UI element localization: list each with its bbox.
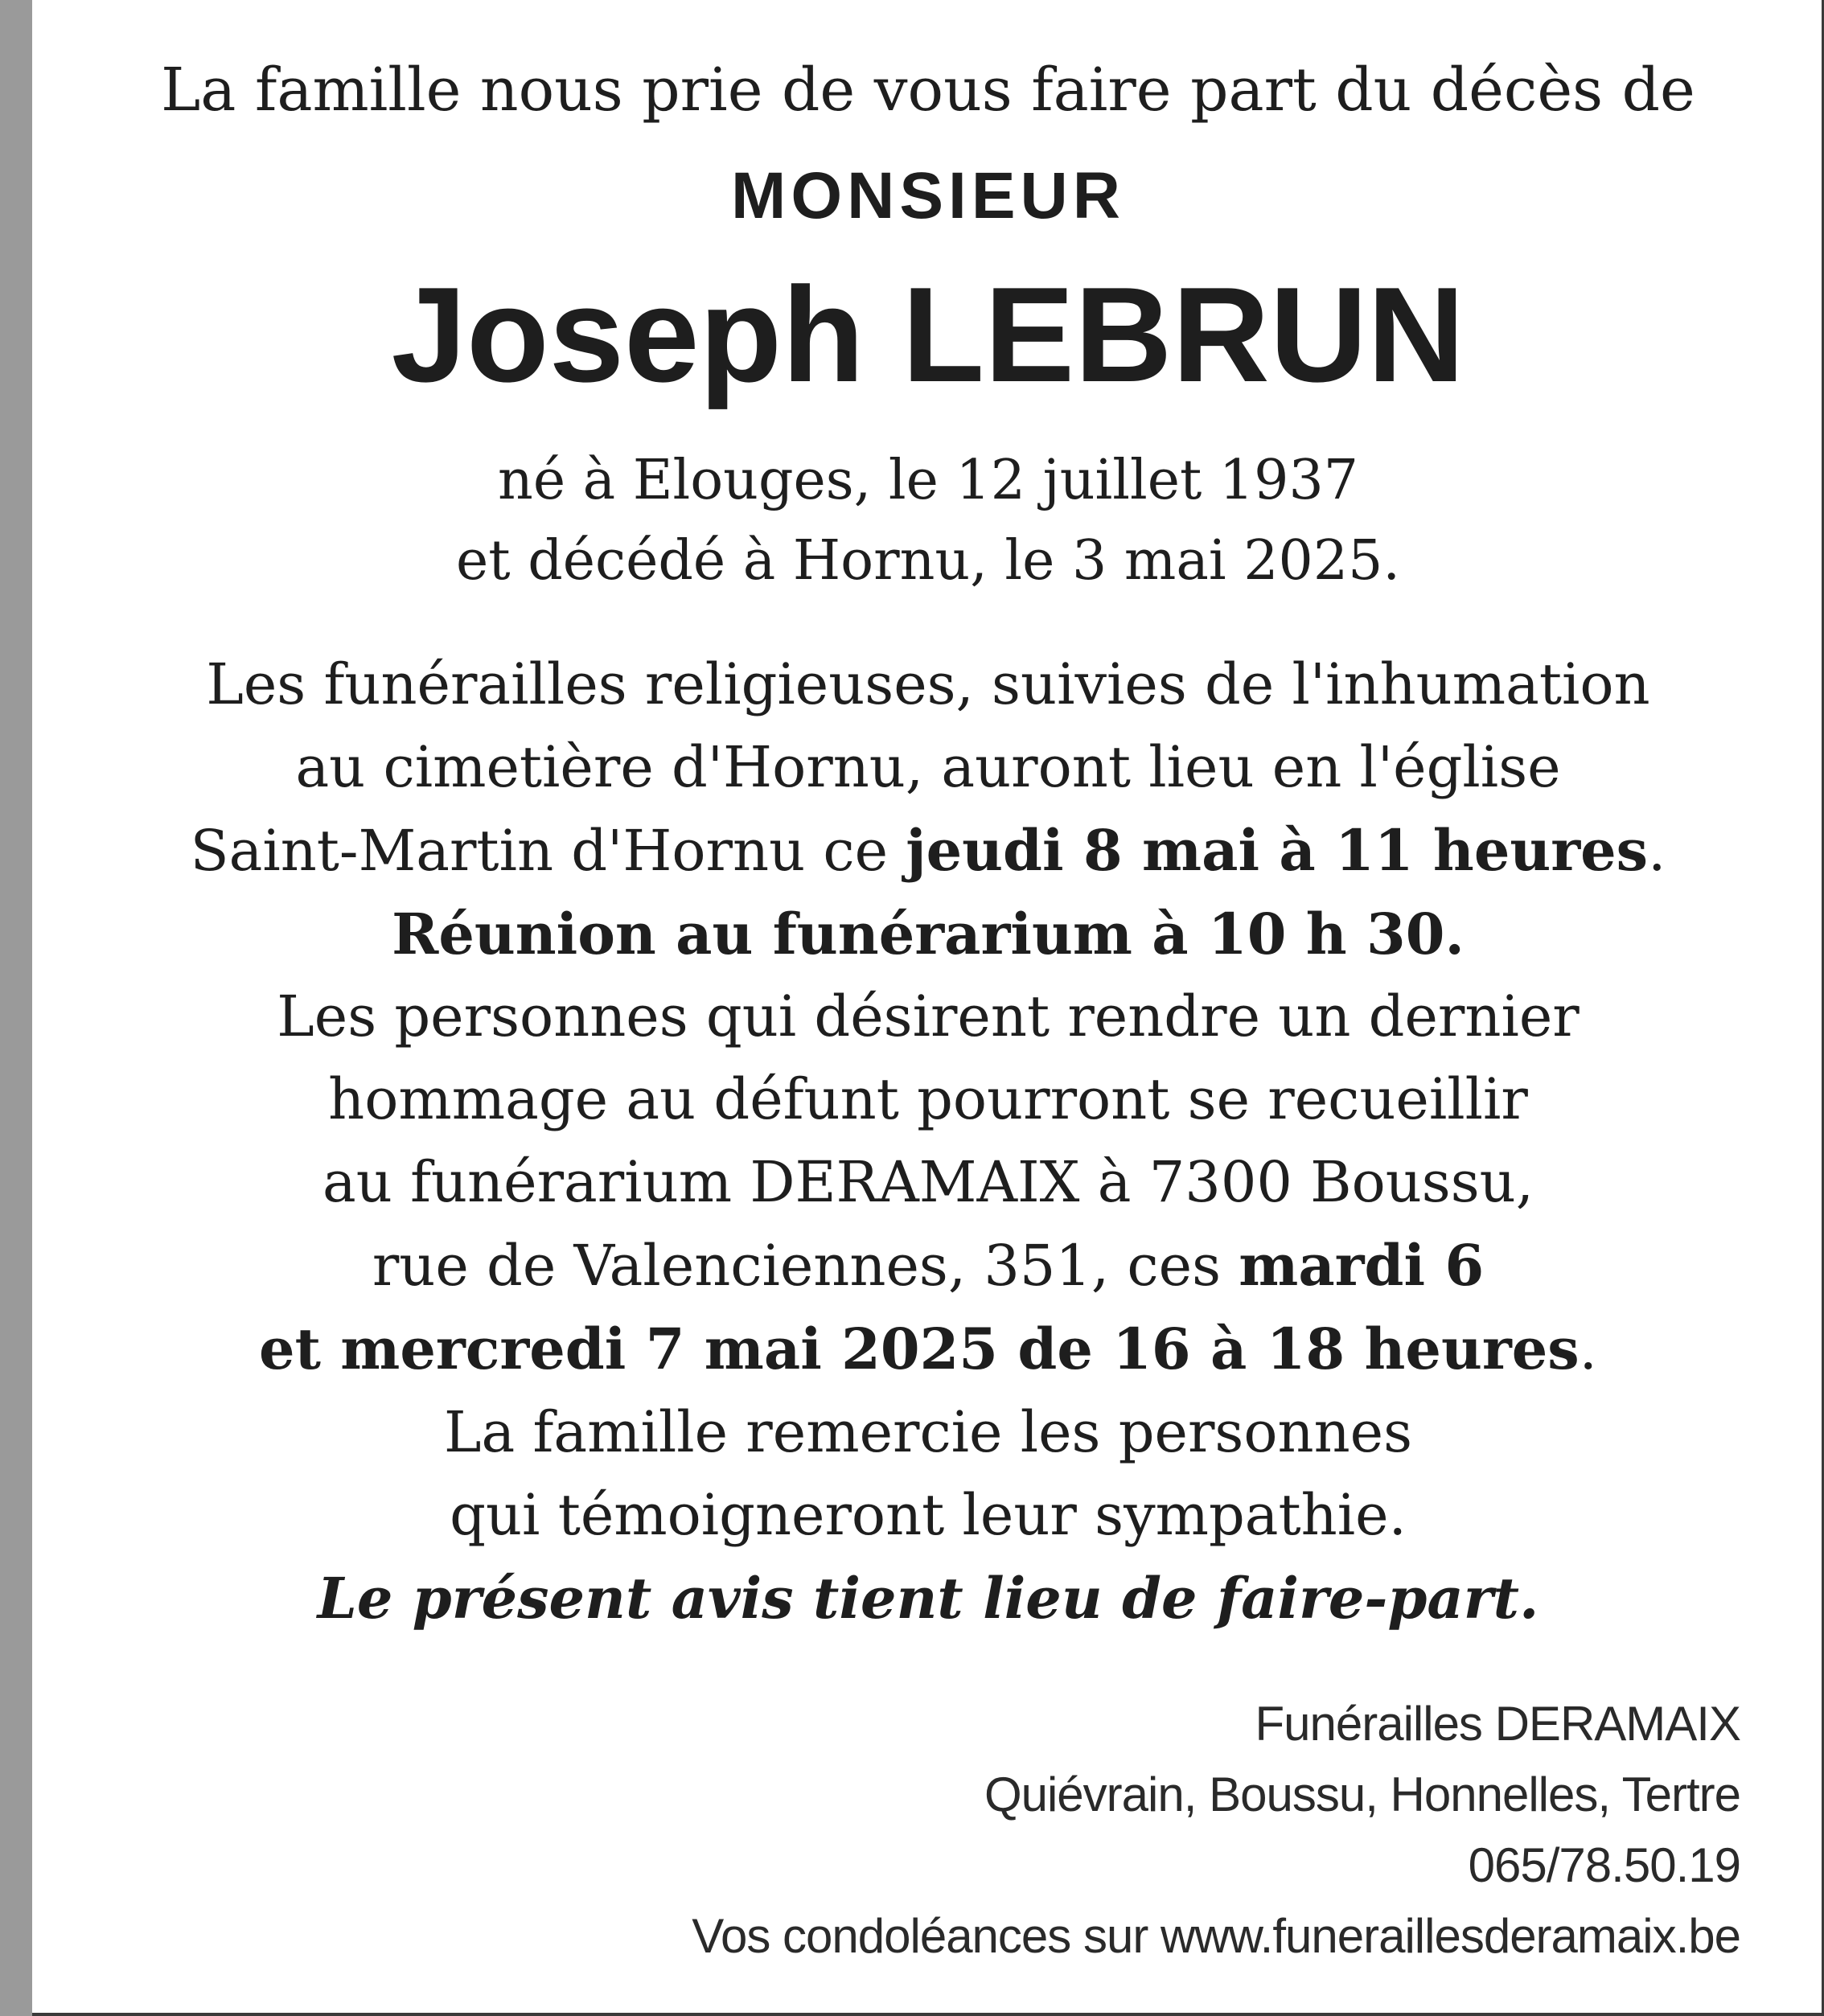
body-line-8 bbox=[32, 1224, 1824, 1308]
body-line-6: hommage au défunt pourront se recueillir bbox=[328, 1066, 1528, 1132]
funeral-home-name: Funérailles DERAMAIX bbox=[1255, 1697, 1740, 1751]
body-line-9-end: . bbox=[1579, 1316, 1597, 1382]
body-line-3 bbox=[32, 809, 1824, 893]
bottom-border bbox=[32, 2013, 1824, 2016]
deceased-name: Joseph LEBRUN bbox=[391, 259, 1465, 410]
death-line: et décédé à Hornu, le 3 mai 2025. bbox=[456, 529, 1400, 593]
body-line-5: Les personnes qui désirent rendre un dernier bbox=[277, 983, 1580, 1049]
funeral-home-phone: 065/78.50.19 bbox=[1468, 1838, 1740, 1892]
announcement-body bbox=[32, 643, 1824, 1640]
body-line-3-text: Saint-Martin d'Hornu ce bbox=[190, 818, 906, 884]
funeral-home-locations: Quiévrain, Boussu, Honnelles, Tertre bbox=[984, 1768, 1740, 1821]
dates-block bbox=[32, 441, 1824, 602]
visitation-dates: et mercredi 7 mai 2025 de 16 à 18 heures bbox=[259, 1316, 1580, 1382]
left-margin-bar bbox=[0, 0, 32, 2016]
birth-line: né à Elouges, le 12 juillet 1937 bbox=[498, 449, 1358, 512]
visitation-day-1: mardi 6 bbox=[1239, 1232, 1485, 1299]
funeral-date: jeudi 8 mai à 11 heures bbox=[906, 817, 1649, 884]
body-line-3-end: . bbox=[1648, 818, 1666, 884]
body-line-11: qui témoigneront leur sympathie. bbox=[450, 1482, 1407, 1548]
body-line-1: Les funérailles religieuses, suivies de l'inhumation bbox=[206, 651, 1650, 717]
intro-text: La famille nous prie de vous faire part du décès de bbox=[161, 55, 1695, 125]
body-line-8-text: rue de Valenciennes, 351, ces bbox=[372, 1233, 1239, 1299]
body-line-9 bbox=[32, 1308, 1824, 1391]
body-line-2: au cimetière d'Hornu, auront lieu en l'église bbox=[295, 734, 1561, 800]
body-line-10: La famille remercie les personnes bbox=[443, 1399, 1412, 1465]
gathering-time: Réunion au funérarium à 10 h 30. bbox=[392, 901, 1465, 967]
faire-part-notice: Le présent avis tient lieu de faire-part. bbox=[317, 1565, 1539, 1632]
condolences-website: Vos condoléances sur www.funeraillesderamaix.be bbox=[692, 1909, 1740, 1963]
body-line-7: au funérarium DERAMAIX à 7300 Boussu, bbox=[322, 1149, 1534, 1215]
honorific-title: MONSIEUR bbox=[731, 159, 1125, 232]
funeral-home-footer bbox=[692, 1689, 1740, 1972]
